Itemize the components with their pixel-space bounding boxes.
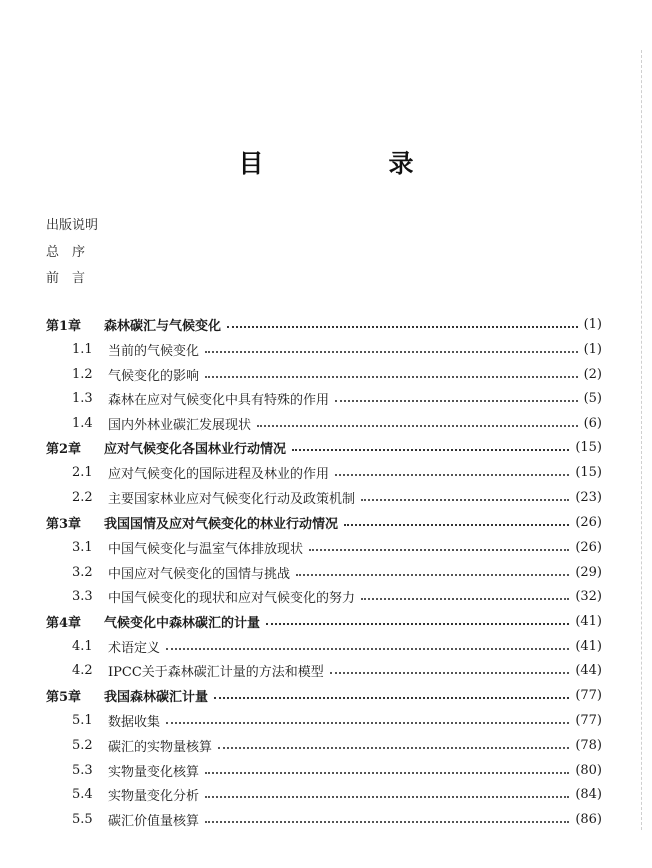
entry-number: 2.2: [72, 489, 93, 505]
entry-title: 实物量变化核算: [108, 764, 200, 780]
entry-page: (84): [575, 786, 602, 802]
toc-section-4-2: [72, 660, 602, 680]
toc-section-2-2: [72, 487, 602, 507]
dot-leader: [335, 400, 578, 402]
dot-leader: [166, 722, 569, 724]
entry-title: 数据收集: [108, 714, 161, 730]
entry-page: (78): [575, 737, 602, 753]
dot-leader: [205, 796, 569, 798]
entry-title: 实物量变化分析: [108, 788, 200, 804]
entry-page: (77): [575, 687, 602, 703]
entry-number: 1.4: [72, 415, 93, 431]
entry-number: 1.3: [72, 390, 93, 406]
entry-number: 5.4: [72, 786, 93, 802]
front-item-general-preface: 总序: [46, 245, 99, 260]
toc-section-5-1: [72, 710, 602, 730]
entry-page: (32): [575, 588, 602, 604]
entry-title: 森林在应对气候变化中具有特殊的作用: [108, 392, 330, 408]
entry-number: 3.2: [72, 564, 93, 580]
entry-title: 当前的气候变化: [108, 343, 200, 359]
dot-leader: [309, 549, 569, 551]
toc-section-1-4: [72, 413, 602, 433]
entry-title: 我国森林碳汇计量: [104, 689, 209, 705]
dot-leader: [344, 524, 569, 526]
entry-page: (26): [575, 514, 602, 530]
dot-leader: [227, 326, 578, 328]
entry-page: (86): [575, 811, 602, 827]
entry-number: 3.3: [72, 588, 93, 604]
entry-title: 气候变化中森林碳汇的计量: [104, 615, 261, 631]
entry-number: 5.5: [72, 811, 93, 827]
dot-leader: [296, 574, 569, 576]
toc-chapter-3: [46, 512, 602, 532]
toc-section-5-4: [72, 784, 602, 804]
entry-page: (1): [583, 341, 602, 357]
dot-leader: [214, 697, 569, 699]
entry-page: (2): [583, 366, 602, 382]
entry-number: 4.2: [72, 662, 93, 678]
toc-section-1-2: [72, 364, 602, 384]
entry-number: 1.1: [72, 341, 93, 357]
toc-section-3-2: [72, 562, 602, 582]
entry-number: 2.1: [72, 464, 93, 480]
toc-section-5-3: [72, 760, 602, 780]
entry-title: 森林碳汇与气候变化: [104, 318, 222, 334]
entry-number: 5.3: [72, 762, 93, 778]
toc-chapter-5: [46, 685, 602, 705]
entry-title: 碳汇价值量核算: [108, 813, 200, 829]
dot-leader: [292, 449, 569, 451]
entry-title: 中国气候变化与温室气体排放现状: [108, 541, 304, 557]
entry-title: 国内外林业碳汇发展现状: [108, 417, 252, 433]
entry-page: (1): [583, 316, 602, 332]
entry-page: (5): [583, 390, 602, 406]
entry-number: 第2章: [46, 441, 82, 457]
dot-leader: [330, 672, 570, 674]
toc-section-2-1: [72, 462, 602, 482]
toc-section-5-5: [72, 809, 602, 829]
toc-section-3-1: [72, 537, 602, 557]
dot-leader: [205, 821, 569, 823]
entry-title: 碳汇的实物量核算: [108, 739, 213, 755]
dot-leader: [361, 499, 569, 501]
dot-leader: [257, 425, 578, 427]
entry-number: 第5章: [46, 689, 82, 705]
entry-number: 3.1: [72, 539, 93, 555]
toc-chapter-4: [46, 611, 602, 631]
toc-chapter-1: [46, 314, 602, 334]
entry-page: (6): [583, 415, 602, 431]
page-title: 目 录: [238, 149, 464, 178]
front-item-preface: 前言: [46, 271, 99, 286]
entry-page: (41): [575, 613, 602, 629]
entry-page: (26): [575, 539, 602, 555]
entry-number: 5.1: [72, 712, 93, 728]
entry-title: 我国国情及应对气候变化的林业行动情况: [104, 516, 339, 532]
entry-page: (15): [575, 464, 602, 480]
entry-page: (15): [575, 439, 602, 455]
entry-number: 第3章: [46, 516, 82, 532]
toc-section-1-1: [72, 339, 602, 359]
front-item-publishing-note: 出版说明: [46, 218, 99, 233]
entry-number: 4.1: [72, 638, 93, 654]
dot-leader: [361, 598, 569, 600]
dot-leader: [205, 772, 569, 774]
dot-leader: [205, 351, 578, 353]
entry-title: 中国气候变化的现状和应对气候变化的努力: [108, 590, 356, 606]
entry-number: 5.2: [72, 737, 93, 753]
entry-number: 第4章: [46, 615, 82, 631]
entry-number: 1.2: [72, 366, 93, 382]
entry-page: (77): [575, 712, 602, 728]
entry-number: 第1章: [46, 318, 82, 334]
entry-title: 主要国家林业应对气候变化行动及政策机制: [108, 491, 356, 507]
entry-page: (80): [575, 762, 602, 778]
entry-page: (23): [575, 489, 602, 505]
toc-section-4-1: [72, 636, 602, 656]
dot-leader: [218, 747, 569, 749]
entry-title: IPCC关于森林碳汇计量的方法和模型: [108, 664, 324, 680]
entry-page: (41): [575, 638, 602, 654]
entry-title: 应对气候变化的国际进程及林业的作用: [108, 466, 330, 482]
entry-title: 气候变化的影响: [108, 368, 200, 384]
dot-leader: [266, 623, 569, 625]
dot-leader: [166, 648, 569, 650]
dot-leader: [205, 376, 578, 378]
toc-section-3-3: [72, 586, 602, 606]
entry-title: 术语定义: [108, 640, 161, 656]
entry-page: (29): [575, 564, 602, 580]
entry-title: 中国应对气候变化的国情与挑战: [108, 566, 291, 582]
toc-chapter-2: [46, 437, 602, 457]
entry-title: 应对气候变化各国林业行动情况: [104, 441, 287, 457]
dot-leader: [335, 474, 569, 476]
toc-section-5-2: [72, 735, 602, 755]
toc-section-1-3: [72, 388, 602, 408]
entry-page: (44): [575, 662, 602, 678]
